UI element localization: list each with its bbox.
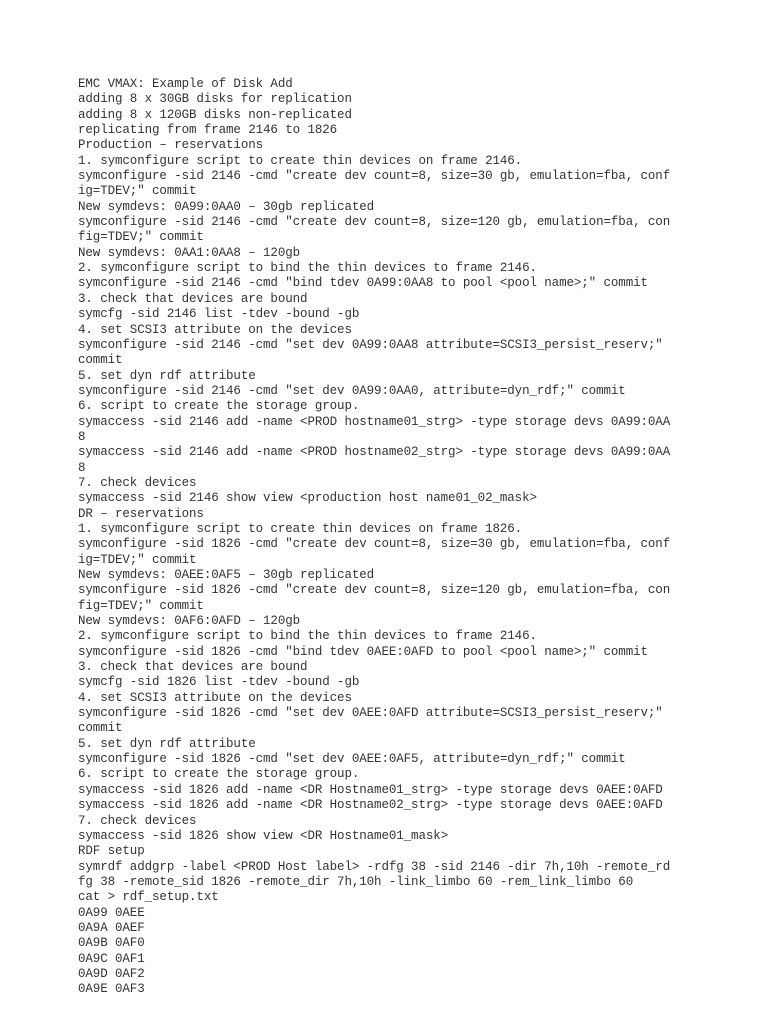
document-line: 4. set SCSI3 attribute on the devices [78, 322, 352, 337]
document-line: commit [78, 721, 123, 736]
document-line: 0A99 0AEE [78, 905, 145, 920]
document-line: replicating from frame 2146 to 1826 [78, 123, 338, 138]
document-line: symcfg -sid 1826 list -tdev -bound -gb [78, 675, 360, 690]
document-line: 4. set SCSI3 attribute on the devices [78, 690, 352, 705]
document-line: 5. set dyn rdf attribute [78, 736, 256, 751]
document-line: 3. check that devices are bound [78, 660, 308, 675]
document-line: 0A9C 0AF1 [78, 951, 145, 966]
document-line: symaccess -sid 2146 show view <production host name01_02_mask> [78, 491, 537, 506]
document-line: symrdf addgrp -label <PROD Host label> -rdfg 38 -sid 2146 -dir 7h,10h -remote_rd [78, 859, 671, 874]
document-line: symaccess -sid 2146 add -name <PROD hostname01_strg> -type storage devs 0A99:0AA [78, 414, 671, 429]
document-line: 3. check that devices are bound [78, 291, 308, 306]
document-line: symconfigure -sid 2146 -cmd "create dev count=8, size=120 gb, emulation=fba, con [78, 215, 671, 230]
document-line: symconfigure -sid 1826 -cmd "create dev count=8, size=30 gb, emulation=fba, conf [78, 537, 671, 552]
document-line: 8 [78, 429, 86, 444]
document-line: symconfigure -sid 1826 -cmd "bind tdev 0AEE:0AFD to pool <pool name>;" commit [78, 644, 648, 659]
document-line: New symdevs: 0AA1:0AA8 – 120gb [78, 245, 301, 260]
document-line: 8 [78, 460, 86, 475]
document-line: 1. symconfigure script to create thin devices on frame 1826. [78, 521, 523, 536]
document-line: symconfigure -sid 2146 -cmd "bind tdev 0A99:0AA8 to pool <pool name>;" commit [78, 276, 648, 291]
document-line: symconfigure -sid 2146 -cmd "create dev count=8, size=30 gb, emulation=fba, conf [78, 169, 671, 184]
document-line: 7. check devices [78, 475, 197, 490]
document-line: 7. check devices [78, 813, 197, 828]
document-line: ig=TDEV;" commit [78, 552, 197, 567]
document-line: symconfigure -sid 1826 -cmd "set dev 0AEE:0AFD attribute=SCSI3_persist_reserv;" [78, 706, 663, 721]
document-line: New symdevs: 0AEE:0AF5 – 30gb replicated [78, 568, 375, 582]
document-line: 1. symconfigure script to create thin devices on frame 2146. [78, 153, 523, 168]
document-line: DR – reservations [78, 506, 204, 521]
document-line: RDF setup [78, 844, 145, 859]
document-line: symaccess -sid 1826 add -name <DR Hostname02_strg> -type storage devs 0AEE:0AFD [78, 798, 663, 813]
document-line: 5. set dyn rdf attribute [78, 368, 256, 383]
document-line: ig=TDEV;" commit [78, 184, 197, 199]
document-body [78, 77, 698, 998]
document-line: adding 8 x 120GB disks non-replicated [78, 107, 352, 122]
document-line: 6. script to create the storage group. [78, 399, 360, 414]
document-line: fig=TDEV;" commit [78, 598, 204, 613]
document-line: commit [78, 353, 123, 368]
document-line: 2. symconfigure script to bind the thin devices to frame 2146. [78, 261, 537, 276]
document-line: EMC VMAX: Example of Disk Add [78, 77, 293, 91]
document-line: symconfigure -sid 1826 -cmd "create dev count=8, size=120 gb, emulation=fba, con [78, 583, 671, 598]
document-line: cat > rdf_setup.txt [78, 890, 219, 905]
document-line: New symdevs: 0AF6:0AFD – 120gb [78, 614, 301, 629]
document-line: symaccess -sid 2146 add -name <PROD hostname02_strg> -type storage devs 0A99:0AA [78, 445, 671, 460]
document-line: symconfigure -sid 2146 -cmd "set dev 0A99:0AA0, attribute=dyn_rdf;" commit [78, 383, 626, 398]
document-line: 0A9E 0AF3 [78, 982, 145, 997]
document-line: 0A9B 0AF0 [78, 936, 145, 951]
document-line: symconfigure -sid 1826 -cmd "set dev 0AEE:0AF5, attribute=dyn_rdf;" commit [78, 752, 626, 767]
document-line: 0A9D 0AF2 [78, 966, 145, 981]
document-line: fg 38 -remote_sid 1826 -remote_dir 7h,10h -link_limbo 60 -rem_link_limbo 60 [78, 874, 634, 889]
document-line: symconfigure -sid 2146 -cmd "set dev 0A99:0AA8 attribute=SCSI3_persist_reserv;" [78, 337, 663, 352]
document-line: 0A9A 0AEF [78, 920, 145, 935]
document-line: Production – reservations [78, 138, 264, 153]
document-line: New symdevs: 0A99:0AA0 – 30gb replicated [78, 199, 375, 214]
document-line: symcfg -sid 2146 list -tdev -bound -gb [78, 307, 360, 322]
document-line: fig=TDEV;" commit [78, 230, 204, 245]
document-line: symaccess -sid 1826 add -name <DR Hostname01_strg> -type storage devs 0AEE:0AFD [78, 782, 663, 797]
document-line: 6. script to create the storage group. [78, 767, 360, 782]
document-line: symaccess -sid 1826 show view <DR Hostname01_mask> [78, 828, 449, 843]
document-line: adding 8 x 30GB disks for replication [78, 92, 352, 107]
document-line: 2. symconfigure script to bind the thin devices to frame 2146. [78, 629, 537, 644]
